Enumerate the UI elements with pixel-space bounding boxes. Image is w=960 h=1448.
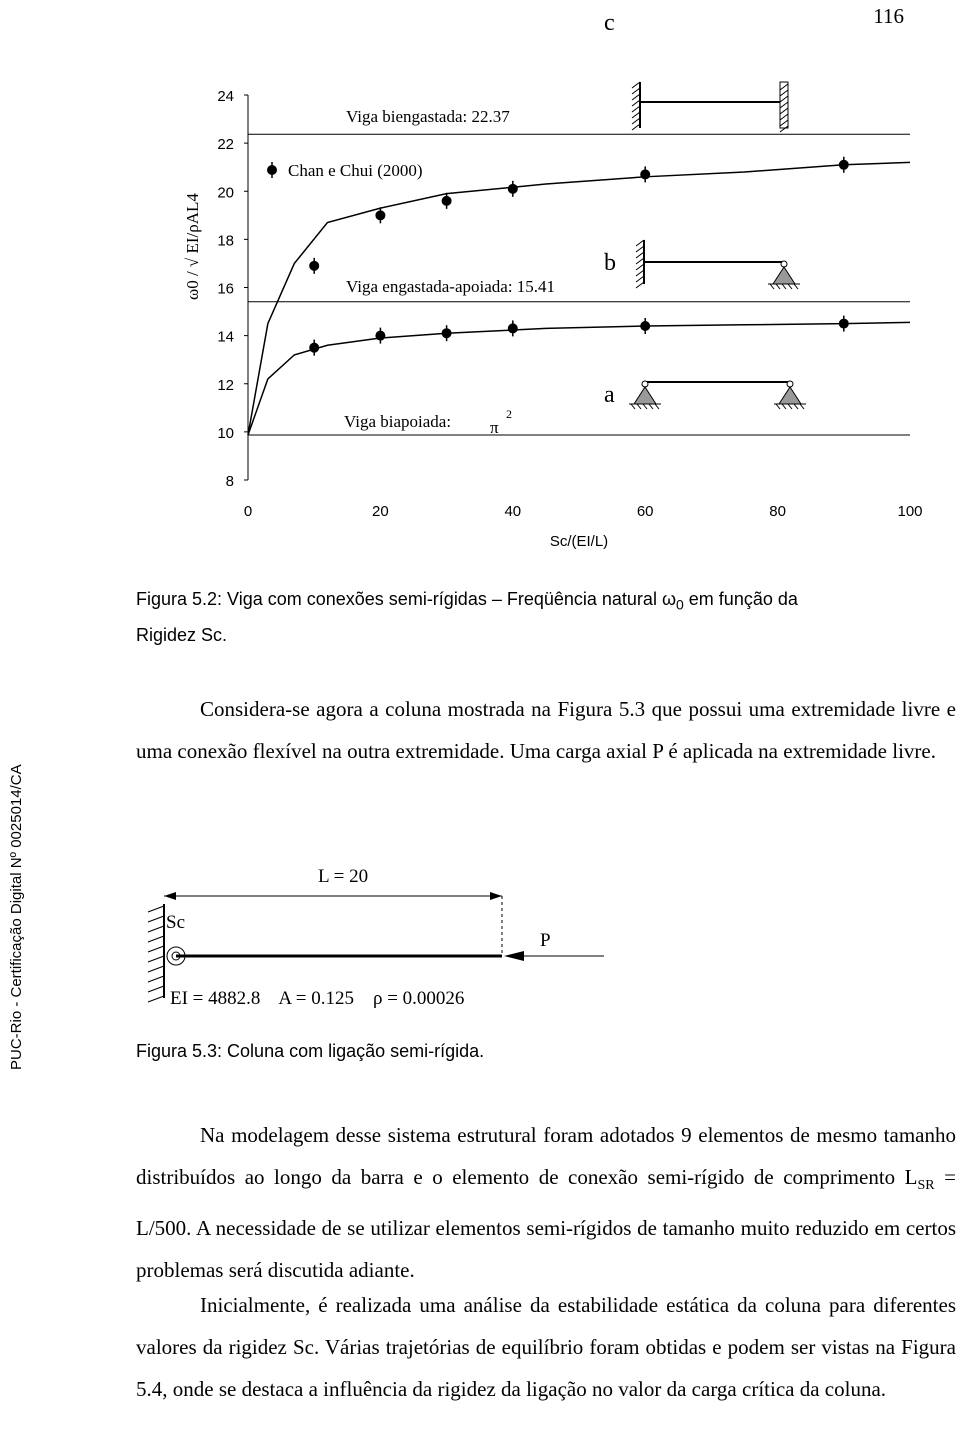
beam-b-left-wall-hatch	[636, 264, 644, 270]
beam-c-left-wall-hatch	[632, 106, 640, 112]
y-tick-label: 10	[217, 424, 234, 442]
pi-symbol: π	[490, 418, 499, 437]
figure-5-3-caption: Figura 5.3: Coluna com ligação semi-rígida.	[136, 1041, 485, 1061]
length-label: L = 20	[318, 866, 369, 887]
beam-c-left-wall-hatch	[632, 124, 640, 130]
x-axis-label: Sc/(EI/L)	[549, 533, 609, 550]
legend-label: Chan e Chui (2000)	[288, 161, 423, 180]
beam-b-left-wall-hatch	[636, 240, 644, 246]
sc-label: Sc	[166, 912, 185, 933]
wall-hatch	[148, 906, 164, 1002]
page-number: 116	[873, 4, 904, 28]
side-watermark: PUC-Rio - Certificação Digital Nº 0025014/CA	[8, 764, 25, 1070]
dim-arrow-right	[490, 892, 502, 900]
beam-a-left-support-icon-base-hatch	[655, 404, 659, 409]
beam-b-support-icon-base-hatch	[770, 284, 774, 289]
y-tick-label: 14	[217, 328, 234, 346]
paragraph-2	[136, 1114, 956, 1291]
beam-label-c: c	[604, 10, 615, 36]
beam-a-left-support-icon	[634, 387, 656, 404]
y-tick-label: 20	[217, 184, 234, 202]
pi-superscript: 2	[506, 407, 512, 421]
beam-a-left-support-icon-base-hatch	[649, 404, 653, 409]
chart-text	[183, 10, 923, 550]
paragraph-1: Considera-se agora a coluna mostrada na Figura 5.3 que possui uma extremidade livre e uma conexão flexível na outra extremidade. Uma carga axial P é aplicada na extremidade livre.	[136, 697, 956, 763]
beam-b-support-icon-base-hatch	[788, 284, 792, 289]
section-properties: EI = 4882.8 A = 0.125 ρ = 0.00026	[170, 988, 465, 1009]
beam-a-right-support-icon-base-hatch	[788, 404, 792, 409]
paragraph-2-part-a: Na modelagem desse sistema estrutural foram adotados 9 elementos de mesmo tamanho distribuídos ao longo da barra e o elemento de conexão semi-rígido de comprimento L	[136, 1123, 956, 1189]
chart-lines	[248, 162, 910, 435]
y-tick-label: 12	[217, 376, 234, 394]
beam-b-support-icon-base-hatch	[794, 284, 798, 289]
load-arrow-icon	[504, 951, 524, 961]
y-tick-label: 18	[217, 232, 234, 250]
x-tick-label: 100	[897, 503, 923, 520]
reference-label: Viga biengastada: 22.37	[346, 107, 510, 126]
beam-a-right-support-icon-base-hatch	[782, 404, 786, 409]
beam-c-left-wall-hatch	[632, 88, 640, 94]
beam-b-left-wall-hatch	[636, 282, 644, 288]
x-tick-label: 40	[504, 503, 522, 520]
beam-c-left-wall-hatch	[632, 118, 640, 124]
caption-line-2: Rigidez Sc.	[136, 624, 228, 645]
paragraph-2-sub: SR	[917, 1178, 935, 1194]
y-tick-label: 16	[217, 280, 234, 298]
reference-label: Viga biapoiada:	[344, 412, 452, 431]
paragraph-2-part-b: = L/500. A necessidade de se utilizar elementos semi-rígidos de tamanho muito reduzido em certos problemas será discutida adiante.	[136, 1165, 957, 1283]
beam-a-left-support-icon-base-hatch	[637, 404, 641, 409]
beam-label-b: b	[604, 250, 616, 276]
beam-diagrams	[629, 82, 806, 409]
beam-label-a: a	[604, 382, 615, 408]
caption-text-end: em função da	[683, 589, 798, 609]
beam-c-left-wall-hatch	[632, 82, 640, 88]
beam-a-right-support-icon-base-hatch	[800, 404, 804, 409]
y-tick-label: 8	[225, 473, 234, 490]
beam-a-right-support-icon-base-hatch	[794, 404, 798, 409]
x-tick-label: 80	[769, 503, 786, 520]
beam-b-left-wall-hatch	[636, 258, 644, 264]
paragraph-3: Inicialmente, é realizada uma análise da estabilidade estática da coluna para diferentes valores da rigidez Sc. Várias trajetórias de equilíbrio foram obtidas e podem ser vistas na Figura 5.4, onde se destaca a influência da rigidez da ligação no valor da carga crítica da coluna.	[136, 1293, 956, 1401]
beam-a-left-support-icon-base-hatch	[631, 404, 635, 409]
dim-arrow-left	[164, 892, 176, 900]
beam-b-support-icon	[773, 267, 795, 284]
p-label: P	[540, 930, 551, 951]
y-tick-label: 24	[217, 88, 234, 105]
reference-label: Viga engastada-apoiada: 15.41	[346, 277, 556, 296]
beam-c-left-wall-hatch	[632, 94, 640, 100]
figure-5-2-chart	[0, 0, 960, 580]
beam-b-left-wall-hatch	[636, 252, 644, 258]
series-line-c	[248, 162, 910, 435]
chart-points	[267, 157, 849, 356]
x-tick-label: 60	[636, 503, 654, 520]
figure-5-2-caption	[136, 584, 916, 650]
x-tick-label: 0	[243, 503, 253, 520]
beam-a-right-support-icon-base-hatch	[776, 404, 780, 409]
y-axis-label: ω0 / √ EI/ρAL4	[183, 193, 202, 300]
beam-c-left-wall-hatch	[632, 100, 640, 106]
beam-b-left-wall-hatch	[636, 270, 644, 276]
y-tick-label: 22	[217, 136, 234, 154]
beam-c-left-wall-hatch	[632, 112, 640, 118]
caption-sub: 0	[676, 596, 684, 613]
beam-b-support-icon-base-hatch	[776, 284, 780, 289]
beam-b-left-wall-hatch	[636, 276, 644, 282]
x-tick-label: 20	[372, 503, 389, 520]
caption-text: Figura 5.2: Viga com conexões semi-rígidas – Freqüência natural ω	[136, 589, 676, 609]
beam-b-left-wall-hatch	[636, 246, 644, 252]
beam-b-support-icon-base-hatch	[782, 284, 786, 289]
beam-a-right-support-icon	[779, 387, 801, 404]
beam-a-left-support-icon-base-hatch	[643, 404, 647, 409]
